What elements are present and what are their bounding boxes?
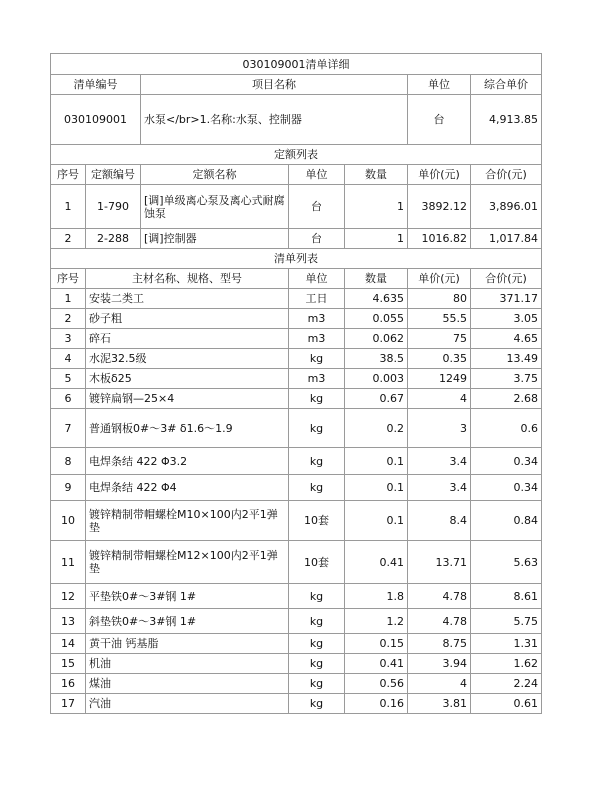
material-header-price: 单价(元) [408, 269, 471, 289]
material-header-total: 合价(元) [471, 269, 542, 289]
quota-qty: 1 [345, 229, 408, 249]
material-row [51, 329, 542, 349]
material-qty: 1.8 [345, 584, 408, 609]
bill-header-unit-price: 综合单价 [471, 75, 542, 95]
material-qty: 0.2 [345, 409, 408, 448]
quota-name: [调]控制器 [141, 229, 289, 249]
material-price: 8.4 [408, 501, 471, 541]
material-name: 碎石 [86, 329, 289, 349]
material-list [51, 289, 542, 714]
material-qty: 0.1 [345, 475, 408, 501]
quota-code: 1-790 [86, 185, 141, 229]
bill-unit-price: 4,913.85 [471, 95, 542, 145]
material-row [51, 654, 542, 674]
material-total: 3.75 [471, 369, 542, 389]
material-header-qty: 数量 [345, 269, 408, 289]
quota-seq: 2 [51, 229, 86, 249]
material-price: 4 [408, 674, 471, 694]
material-seq: 17 [51, 694, 86, 714]
material-section-title: 清单列表 [51, 249, 542, 269]
bill-name: 水泵</br>1.名称:水泵、控制器 [141, 95, 408, 145]
material-qty: 0.003 [345, 369, 408, 389]
material-seq: 1 [51, 289, 86, 309]
material-seq: 2 [51, 309, 86, 329]
material-price: 3.94 [408, 654, 471, 674]
quota-seq: 1 [51, 185, 86, 229]
material-unit: m3 [289, 369, 345, 389]
material-name: 镀锌扁钢—25×4 [86, 389, 289, 409]
material-total: 2.68 [471, 389, 542, 409]
material-name: 砂子粗 [86, 309, 289, 329]
material-total: 0.34 [471, 448, 542, 475]
material-row [51, 609, 542, 634]
material-unit: kg [289, 674, 345, 694]
material-seq: 6 [51, 389, 86, 409]
material-price: 1249 [408, 369, 471, 389]
material-name: 电焊条结 422 Φ4 [86, 475, 289, 501]
bill-code: 030109001 [51, 95, 141, 145]
material-name: 普通钢板0#～3# δ1.6～1.9 [86, 409, 289, 448]
material-qty: 0.56 [345, 674, 408, 694]
material-seq: 11 [51, 541, 86, 584]
material-unit: m3 [289, 329, 345, 349]
quota-row [51, 185, 542, 229]
material-price: 4.78 [408, 584, 471, 609]
material-row [51, 541, 542, 584]
material-qty: 0.1 [345, 448, 408, 475]
material-qty: 0.055 [345, 309, 408, 329]
material-total: 8.61 [471, 584, 542, 609]
material-seq: 10 [51, 501, 86, 541]
material-unit: kg [289, 634, 345, 654]
material-unit: kg [289, 654, 345, 674]
material-name: 电焊条结 422 Φ3.2 [86, 448, 289, 475]
material-price: 75 [408, 329, 471, 349]
table-body [51, 54, 542, 289]
material-qty: 0.1 [345, 501, 408, 541]
bill-header-name: 项目名称 [141, 75, 408, 95]
material-unit: kg [289, 584, 345, 609]
material-qty: 38.5 [345, 349, 408, 369]
bill-detail-table [50, 53, 542, 714]
material-total: 371.17 [471, 289, 542, 309]
material-qty: 4.635 [345, 289, 408, 309]
material-seq: 14 [51, 634, 86, 654]
material-unit: 10套 [289, 541, 345, 584]
material-unit: kg [289, 409, 345, 448]
material-qty: 0.16 [345, 694, 408, 714]
table-title: 030109001清单详细 [51, 54, 542, 75]
material-total: 1.62 [471, 654, 542, 674]
material-row [51, 369, 542, 389]
material-seq: 16 [51, 674, 86, 694]
quota-header-price: 单价(元) [408, 165, 471, 185]
material-unit: 工日 [289, 289, 345, 309]
material-row [51, 674, 542, 694]
material-price: 4 [408, 389, 471, 409]
bill-header-unit: 单位 [408, 75, 471, 95]
bill-unit: 台 [408, 95, 471, 145]
material-qty: 0.062 [345, 329, 408, 349]
material-row [51, 584, 542, 609]
material-unit: kg [289, 349, 345, 369]
material-price: 3 [408, 409, 471, 448]
quota-header-unit: 单位 [289, 165, 345, 185]
material-total: 0.34 [471, 475, 542, 501]
material-row [51, 409, 542, 448]
material-seq: 3 [51, 329, 86, 349]
material-unit: kg [289, 694, 345, 714]
quota-total: 3,896.01 [471, 185, 542, 229]
material-seq: 8 [51, 448, 86, 475]
material-price: 0.35 [408, 349, 471, 369]
material-name: 煤油 [86, 674, 289, 694]
bill-header-row [51, 75, 542, 95]
material-price: 80 [408, 289, 471, 309]
material-seq: 4 [51, 349, 86, 369]
material-price: 3.4 [408, 475, 471, 501]
material-name: 安装二类工 [86, 289, 289, 309]
material-row [51, 501, 542, 541]
material-total: 4.65 [471, 329, 542, 349]
material-name: 平垫铁0#～3#钢 1# [86, 584, 289, 609]
material-name: 黄干油 钙基脂 [86, 634, 289, 654]
quota-unit: 台 [289, 185, 345, 229]
quota-header-name: 定额名称 [141, 165, 289, 185]
material-name: 木板δ25 [86, 369, 289, 389]
material-total: 0.61 [471, 694, 542, 714]
material-total: 2.24 [471, 674, 542, 694]
quota-price: 3892.12 [408, 185, 471, 229]
quota-header-qty: 数量 [345, 165, 408, 185]
material-name: 镀锌精制带帽螺栓M12×100内2平1弹垫 [86, 541, 289, 584]
material-row [51, 289, 542, 309]
material-unit: m3 [289, 309, 345, 329]
material-name: 斜垫铁0#～3#钢 1# [86, 609, 289, 634]
quota-code: 2-288 [86, 229, 141, 249]
quota-unit: 台 [289, 229, 345, 249]
material-header-name: 主材名称、规格、型号 [86, 269, 289, 289]
material-header-row [51, 269, 542, 289]
material-total: 0.84 [471, 501, 542, 541]
material-header-seq: 序号 [51, 269, 86, 289]
quota-name: [调]单级离心泵及离心式耐腐蚀泵 [141, 185, 289, 229]
material-row [51, 349, 542, 369]
material-row [51, 448, 542, 475]
material-seq: 12 [51, 584, 86, 609]
bill-header-code: 清单编号 [51, 75, 141, 95]
quota-row [51, 229, 542, 249]
material-row [51, 309, 542, 329]
material-row [51, 694, 542, 714]
material-price: 4.78 [408, 609, 471, 634]
material-name: 镀锌精制带帽螺栓M10×100内2平1弹垫 [86, 501, 289, 541]
material-header-unit: 单位 [289, 269, 345, 289]
material-row [51, 634, 542, 654]
material-unit: kg [289, 475, 345, 501]
material-seq: 9 [51, 475, 86, 501]
material-price: 3.81 [408, 694, 471, 714]
material-row [51, 389, 542, 409]
material-qty: 1.2 [345, 609, 408, 634]
material-total: 0.6 [471, 409, 542, 448]
material-name: 机油 [86, 654, 289, 674]
material-row [51, 475, 542, 501]
material-price: 55.5 [408, 309, 471, 329]
material-seq: 13 [51, 609, 86, 634]
quota-price: 1016.82 [408, 229, 471, 249]
material-price: 3.4 [408, 448, 471, 475]
material-price: 8.75 [408, 634, 471, 654]
material-seq: 15 [51, 654, 86, 674]
material-seq: 5 [51, 369, 86, 389]
quota-section-title: 定额列表 [51, 145, 542, 165]
material-total: 5.63 [471, 541, 542, 584]
material-qty: 0.67 [345, 389, 408, 409]
material-price: 13.71 [408, 541, 471, 584]
material-unit: kg [289, 448, 345, 475]
material-total: 5.75 [471, 609, 542, 634]
bill-row [51, 95, 542, 145]
material-total: 13.49 [471, 349, 542, 369]
material-qty: 0.15 [345, 634, 408, 654]
material-seq: 7 [51, 409, 86, 448]
quota-header-total: 合价(元) [471, 165, 542, 185]
quota-header-row [51, 165, 542, 185]
quota-total: 1,017.84 [471, 229, 542, 249]
quota-header-code: 定额编号 [86, 165, 141, 185]
material-qty: 0.41 [345, 541, 408, 584]
material-qty: 0.41 [345, 654, 408, 674]
quota-qty: 1 [345, 185, 408, 229]
material-name: 汽油 [86, 694, 289, 714]
material-name: 水泥32.5级 [86, 349, 289, 369]
material-total: 1.31 [471, 634, 542, 654]
material-unit: 10套 [289, 501, 345, 541]
material-unit: kg [289, 609, 345, 634]
quota-header-seq: 序号 [51, 165, 86, 185]
material-total: 3.05 [471, 309, 542, 329]
material-unit: kg [289, 389, 345, 409]
